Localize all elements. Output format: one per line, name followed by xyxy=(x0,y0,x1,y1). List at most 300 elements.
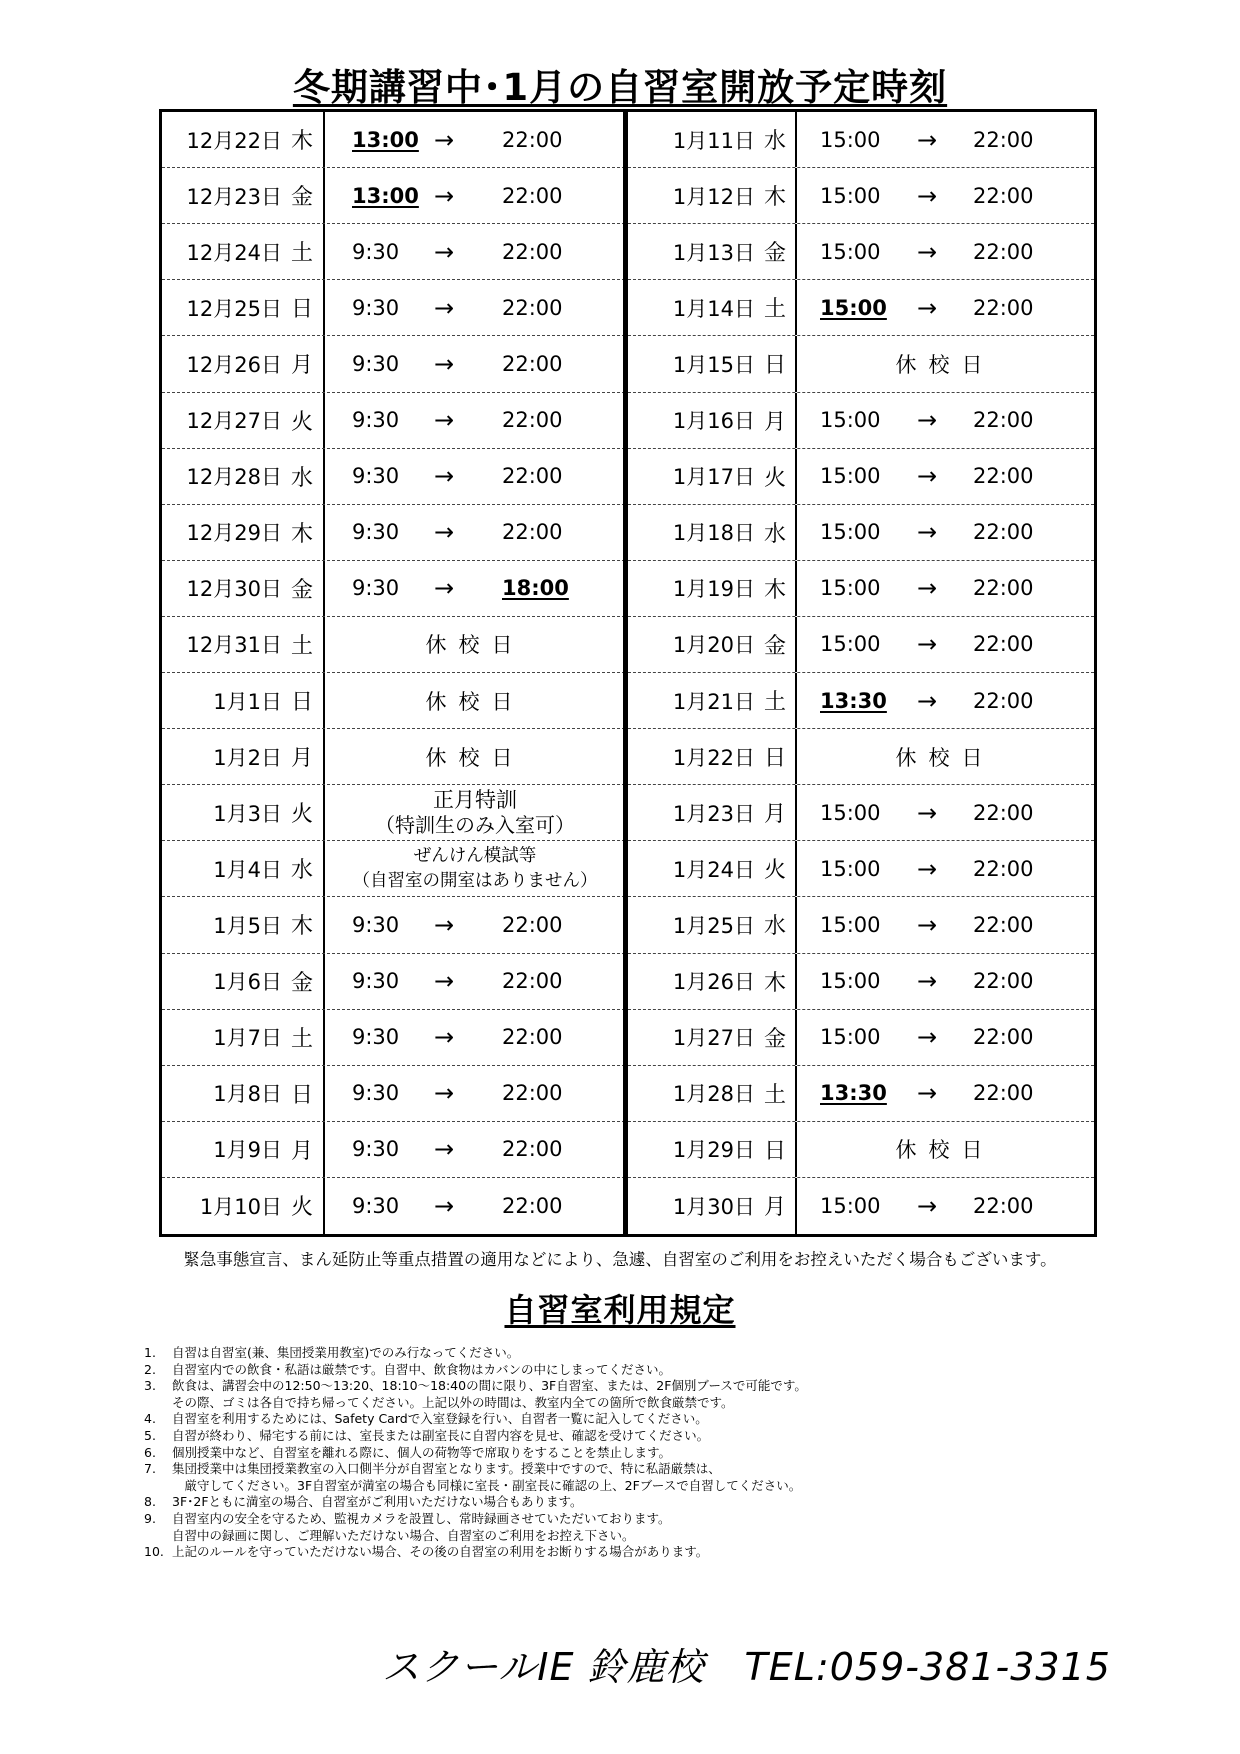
cell-divider xyxy=(795,449,797,504)
row-weekday: 金 xyxy=(290,970,313,996)
row-weekday: 土 xyxy=(763,690,786,716)
arrow-icon: → xyxy=(917,518,938,547)
rule-number: 7. xyxy=(144,1461,156,1477)
close-time: 22:00 xyxy=(502,1025,563,1050)
row-weekday: 火 xyxy=(290,1195,313,1221)
open-time: 13:00 xyxy=(352,127,419,152)
open-time: 15:00 xyxy=(820,800,881,825)
rule-text: 集団授業中は集団授業教室の入口側半分が自習室となります。授業中ですので、特に私語厳禁は、 xyxy=(172,1461,721,1477)
closed-day-label: 休校日 xyxy=(895,1138,995,1163)
close-time: 22:00 xyxy=(973,127,1034,152)
row-weekday: 火 xyxy=(290,802,313,828)
row-date: 1月4日 xyxy=(213,857,282,882)
arrow-icon: → xyxy=(917,967,938,996)
cell-divider xyxy=(323,336,325,391)
cell-divider xyxy=(795,1066,797,1121)
schedule-row xyxy=(628,393,1094,449)
rule-item xyxy=(138,1362,1138,1379)
cell-divider xyxy=(795,785,797,840)
open-time: 15:00 xyxy=(820,576,881,601)
row-date: 1月28日 xyxy=(672,1082,755,1107)
close-time: 22:00 xyxy=(502,127,563,152)
row-date: 12月24日 xyxy=(186,240,282,265)
cell-divider xyxy=(323,1122,325,1177)
schedule-row xyxy=(162,841,625,897)
cell-divider xyxy=(323,449,325,504)
row-date: 1月8日 xyxy=(213,1082,282,1107)
schedule-row xyxy=(162,1122,625,1178)
row-weekday: 土 xyxy=(290,241,313,267)
rule-text: 自習室を利用するためには、Safety Cardで入室登録を行い、自習者一覧に記入してください。 xyxy=(172,1411,708,1427)
close-time: 22:00 xyxy=(973,632,1034,657)
row-date: 1月2日 xyxy=(213,745,282,770)
cell-divider xyxy=(323,897,325,952)
cell-divider xyxy=(323,168,325,223)
cell-divider xyxy=(795,1178,797,1234)
schedule-row xyxy=(162,1066,625,1122)
row-date: 1月23日 xyxy=(672,801,755,826)
special-event-note xyxy=(325,785,625,840)
arrow-icon: → xyxy=(434,1023,455,1052)
arrow-icon: → xyxy=(917,125,938,154)
row-date: 1月10日 xyxy=(199,1194,282,1219)
open-time: 9:30 xyxy=(352,1137,400,1162)
schedule-row xyxy=(628,841,1094,897)
close-time: 22:00 xyxy=(502,295,563,320)
row-weekday: 日 xyxy=(763,1138,786,1164)
row-weekday: 日 xyxy=(290,1082,313,1108)
close-time: 22:00 xyxy=(502,408,563,433)
school-name: スクールIE 鈴鹿校 xyxy=(382,1645,705,1689)
arrow-icon: → xyxy=(434,1079,455,1108)
close-time: 22:00 xyxy=(973,408,1034,433)
arrow-icon: → xyxy=(917,630,938,659)
close-time: 22:00 xyxy=(502,520,563,545)
row-weekday: 月 xyxy=(763,409,786,435)
open-time: 13:30 xyxy=(820,1081,887,1106)
arrow-icon: → xyxy=(434,237,455,266)
schedule-row xyxy=(628,1066,1094,1122)
cell-divider xyxy=(795,168,797,223)
open-time: 15:00 xyxy=(820,520,881,545)
rule-number: 9. xyxy=(144,1510,156,1526)
row-weekday: 金 xyxy=(290,185,313,211)
arrow-icon: → xyxy=(917,854,938,883)
open-time: 9:30 xyxy=(352,464,400,489)
disclaimer-text: 緊急事態宣言、まん延防止等重点措置の適用などにより、急遽、自習室のご利用をお控えいただく場合もございます。 xyxy=(183,1250,1057,1269)
schedule-row xyxy=(162,729,625,785)
row-date: 12月29日 xyxy=(186,521,282,546)
close-time: 22:00 xyxy=(973,295,1034,320)
cell-divider xyxy=(323,505,325,560)
open-time: 15:00 xyxy=(820,969,881,994)
row-weekday: 土 xyxy=(763,297,786,323)
rule-number: 10. xyxy=(144,1544,164,1560)
open-time: 15:00 xyxy=(820,183,881,208)
row-date: 1月16日 xyxy=(672,409,755,434)
row-weekday: 水 xyxy=(290,465,313,491)
cell-divider xyxy=(323,954,325,1009)
row-date: 1月25日 xyxy=(672,913,755,938)
rule-text: 自習室内の安全を守るため、監視カメラを設置し、常時録画させていただいております。 xyxy=(172,1510,671,1526)
close-time: 22:00 xyxy=(973,800,1034,825)
rule-item xyxy=(138,1544,1138,1561)
open-time: 9:30 xyxy=(352,1193,400,1218)
close-time: 22:00 xyxy=(502,239,563,264)
arrow-icon: → xyxy=(917,237,938,266)
close-time: 22:00 xyxy=(502,1193,563,1218)
rules-title: 自習室利用規定 xyxy=(504,1291,736,1329)
schedule-row xyxy=(162,561,625,617)
close-time: 22:00 xyxy=(502,912,563,937)
open-time: 9:30 xyxy=(352,295,400,320)
arrow-icon: → xyxy=(434,1191,455,1220)
row-weekday: 日 xyxy=(763,746,786,772)
schedule-row xyxy=(628,785,1094,841)
rule-text: 飲食は、講習会中の12:50～13:20、18:10～18:40の間に限り、3F自習室、または、2F個別ブースで可能です。 xyxy=(172,1378,807,1394)
row-weekday: 土 xyxy=(290,1026,313,1052)
row-date: 12月26日 xyxy=(186,352,282,377)
schedule-row xyxy=(628,561,1094,617)
schedule-row xyxy=(628,897,1094,953)
open-time: 9:30 xyxy=(352,1081,400,1106)
cell-divider xyxy=(323,1010,325,1065)
cell-divider xyxy=(795,673,797,728)
row-weekday: 金 xyxy=(290,577,313,603)
arrow-icon: → xyxy=(434,406,455,435)
row-weekday: 木 xyxy=(763,577,786,603)
close-time: 22:00 xyxy=(973,856,1034,881)
close-time: 18:00 xyxy=(502,576,569,601)
close-time: 22:00 xyxy=(502,1137,563,1162)
rule-text: 上記のルールを守っていただけない場合、その後の自習室の利用をお断りする場合があります。 xyxy=(172,1544,709,1560)
schedule-row xyxy=(628,1122,1094,1178)
row-date: 1月3日 xyxy=(213,801,282,826)
rule-number: 1. xyxy=(144,1345,156,1360)
row-weekday: 木 xyxy=(763,185,786,211)
open-time: 9:30 xyxy=(352,351,400,376)
rule-item xyxy=(138,1345,1138,1362)
open-time: 15:00 xyxy=(820,856,881,881)
rule-text-continued: 厳守してください。3F自習室が満室の場合も同様に室長・副室長に確認の上、2Fブースで自習してください。 xyxy=(172,1477,802,1493)
rule-text-continued: その際、ゴミは各自で持ち帰ってください。上記以外の時間は、教室内全ての箇所で飲食厳禁です。 xyxy=(172,1394,734,1410)
close-time: 22:00 xyxy=(973,464,1034,489)
row-date: 1月24日 xyxy=(672,857,755,882)
open-time: 15:00 xyxy=(820,632,881,657)
rule-number: 2. xyxy=(144,1361,156,1377)
cell-divider xyxy=(795,393,797,448)
close-time: 22:00 xyxy=(502,351,563,376)
row-date: 12月23日 xyxy=(186,184,282,209)
open-time: 15:00 xyxy=(820,239,881,264)
row-weekday: 水 xyxy=(763,914,786,940)
open-time: 13:30 xyxy=(820,688,887,713)
row-weekday: 水 xyxy=(290,858,313,884)
schedule-row xyxy=(162,449,625,505)
rule-item xyxy=(138,1494,1138,1511)
arrow-icon: → xyxy=(434,1135,455,1164)
cell-divider xyxy=(795,112,797,167)
arrow-icon: → xyxy=(917,798,938,827)
schedule-row xyxy=(628,505,1094,561)
row-weekday: 火 xyxy=(290,409,313,435)
cell-divider xyxy=(323,1066,325,1121)
schedule-row xyxy=(628,1010,1094,1066)
row-date: 12月28日 xyxy=(186,465,282,490)
rule-number: 8. xyxy=(144,1494,156,1510)
schedule-row xyxy=(162,785,625,841)
close-time: 22:00 xyxy=(973,1081,1034,1106)
arrow-icon: → xyxy=(434,518,455,547)
row-date: 12月27日 xyxy=(186,409,282,434)
footer xyxy=(382,1636,1111,1691)
arrow-icon: → xyxy=(917,406,938,435)
row-weekday: 月 xyxy=(290,746,313,772)
schedule-row xyxy=(162,336,625,392)
close-time: 22:00 xyxy=(502,1081,563,1106)
cell-divider xyxy=(323,224,325,279)
row-weekday: 金 xyxy=(763,1026,786,1052)
row-weekday: 火 xyxy=(763,465,786,491)
closed-day-label: 休校日 xyxy=(425,689,525,714)
row-weekday: 火 xyxy=(763,858,786,884)
arrow-icon: → xyxy=(434,967,455,996)
row-weekday: 日 xyxy=(290,297,313,323)
schedule-row xyxy=(162,168,625,224)
rule-text: 個別授業中など、自習室を離れる際に、個人の荷物等で席取りをすることを禁止します。 xyxy=(172,1444,672,1460)
row-date: 1月30日 xyxy=(672,1194,755,1219)
rule-number: 3. xyxy=(144,1378,156,1394)
row-date: 1月21日 xyxy=(672,689,755,714)
row-weekday: 日 xyxy=(763,353,786,379)
closed-day-label: 休校日 xyxy=(895,745,995,770)
special-event-title: 正月特訓 xyxy=(433,787,517,812)
schedule-row xyxy=(162,897,625,953)
arrow-icon: → xyxy=(434,181,455,210)
special-event-detail: （自習室の開室はありません） xyxy=(352,870,598,891)
schedule-row xyxy=(628,954,1094,1010)
arrow-icon: → xyxy=(434,125,455,154)
row-date: 1月26日 xyxy=(672,970,755,995)
rule-item xyxy=(138,1511,1138,1544)
close-time: 22:00 xyxy=(973,969,1034,994)
row-date: 1月1日 xyxy=(213,689,282,714)
cell-divider xyxy=(323,280,325,335)
open-time: 9:30 xyxy=(352,239,400,264)
arrow-icon: → xyxy=(917,1023,938,1052)
open-time: 15:00 xyxy=(820,464,881,489)
close-time: 22:00 xyxy=(502,969,563,994)
close-time: 22:00 xyxy=(973,912,1034,937)
cell-divider xyxy=(795,561,797,616)
rules-list xyxy=(138,1345,1138,1561)
open-time: 15:00 xyxy=(820,408,881,433)
arrow-icon: → xyxy=(917,462,938,491)
cell-divider xyxy=(323,1178,325,1234)
cell-divider xyxy=(795,617,797,672)
row-date: 12月30日 xyxy=(186,577,282,602)
row-weekday: 月 xyxy=(290,1138,313,1164)
row-weekday: 土 xyxy=(290,633,313,659)
rule-text: 自習は自習室(兼、集団授業用教室)でのみ行なってください。 xyxy=(172,1345,520,1360)
closed-day-label: 休校日 xyxy=(425,633,525,658)
row-date: 1月27日 xyxy=(672,1026,755,1051)
schedule-row xyxy=(162,1178,625,1234)
open-time: 9:30 xyxy=(352,520,400,545)
close-time: 22:00 xyxy=(973,576,1034,601)
row-weekday: 月 xyxy=(763,802,786,828)
schedule-row xyxy=(162,393,625,449)
row-weekday: 木 xyxy=(290,914,313,940)
arrow-icon: → xyxy=(434,462,455,491)
schedule-row xyxy=(162,505,625,561)
rule-item xyxy=(138,1461,1138,1494)
closed-day-label: 休校日 xyxy=(895,352,995,377)
close-time: 22:00 xyxy=(973,1025,1034,1050)
row-date: 12月31日 xyxy=(186,633,282,658)
rule-number: 5. xyxy=(144,1427,156,1443)
arrow-icon: → xyxy=(917,293,938,322)
cell-divider xyxy=(323,112,325,167)
row-weekday: 土 xyxy=(763,1082,786,1108)
open-time: 9:30 xyxy=(352,912,400,937)
open-time: 15:00 xyxy=(820,912,881,937)
schedule-row xyxy=(628,280,1094,336)
cell-divider xyxy=(795,224,797,279)
schedule-row xyxy=(628,336,1094,392)
special-event-note xyxy=(325,841,625,896)
open-time: 9:30 xyxy=(352,1025,400,1050)
row-date: 1月14日 xyxy=(672,296,755,321)
row-weekday: 日 xyxy=(290,690,313,716)
schedule-row xyxy=(162,224,625,280)
close-time: 22:00 xyxy=(502,464,563,489)
cell-divider xyxy=(323,393,325,448)
close-time: 22:00 xyxy=(973,183,1034,208)
arrow-icon: → xyxy=(434,574,455,603)
close-time: 22:00 xyxy=(973,1193,1034,1218)
row-date: 1月20日 xyxy=(672,633,755,658)
open-time: 13:00 xyxy=(352,183,419,208)
cell-divider xyxy=(795,841,797,896)
row-weekday: 木 xyxy=(290,521,313,547)
schedule-row xyxy=(162,673,625,729)
row-date: 12月22日 xyxy=(186,128,282,153)
open-time: 9:30 xyxy=(352,576,400,601)
row-date: 1月13日 xyxy=(672,240,755,265)
row-weekday: 月 xyxy=(290,353,313,379)
cell-divider xyxy=(795,1010,797,1065)
open-time: 15:00 xyxy=(820,295,887,320)
row-date: 1月29日 xyxy=(672,1138,755,1163)
schedule-row xyxy=(162,112,625,168)
schedule-row xyxy=(628,112,1094,168)
open-time: 15:00 xyxy=(820,1025,881,1050)
row-weekday: 木 xyxy=(290,129,313,155)
cell-divider xyxy=(323,561,325,616)
row-date: 1月17日 xyxy=(672,465,755,490)
schedule-row xyxy=(628,168,1094,224)
rule-number: 6. xyxy=(144,1444,156,1460)
closed-day-label: 休校日 xyxy=(425,745,525,770)
open-time: 9:30 xyxy=(352,408,400,433)
schedule-row xyxy=(162,954,625,1010)
row-date: 1月6日 xyxy=(213,970,282,995)
cell-divider xyxy=(795,280,797,335)
arrow-icon: → xyxy=(917,574,938,603)
rule-text-continued: 自習中の録画に関し、ご理解いただけない場合、自習室のご利用をお控え下さい。 xyxy=(172,1527,635,1543)
rule-text: 自習室内での飲食・私語は厳禁です。自習中、飲食物はカバンの中にしまってください。 xyxy=(172,1361,672,1377)
open-time: 9:30 xyxy=(352,969,400,994)
row-date: 1月18日 xyxy=(672,521,755,546)
row-weekday: 木 xyxy=(763,970,786,996)
row-weekday: 金 xyxy=(763,633,786,659)
rule-item xyxy=(138,1428,1138,1445)
row-date: 1月11日 xyxy=(672,128,755,153)
schedule-left-column xyxy=(162,112,625,1234)
schedule-row xyxy=(628,673,1094,729)
special-event-title: ぜんけん模試等 xyxy=(413,845,537,866)
row-weekday: 水 xyxy=(763,129,786,155)
row-date: 1月19日 xyxy=(672,577,755,602)
cell-divider xyxy=(795,954,797,1009)
arrow-icon: → xyxy=(917,1079,938,1108)
rule-item xyxy=(138,1378,1138,1411)
schedule-row xyxy=(162,617,625,673)
schedule-row xyxy=(162,280,625,336)
rule-item xyxy=(138,1411,1138,1428)
schedule-table xyxy=(159,109,1097,1237)
arrow-icon: → xyxy=(917,181,938,210)
row-date: 1月12日 xyxy=(672,184,755,209)
arrow-icon: → xyxy=(434,349,455,378)
schedule-row xyxy=(628,224,1094,280)
cell-divider xyxy=(795,505,797,560)
arrow-icon: → xyxy=(434,910,455,939)
row-weekday: 金 xyxy=(763,241,786,267)
special-event-detail: （特訓生のみ入室可） xyxy=(375,812,575,837)
open-time: 15:00 xyxy=(820,1193,881,1218)
schedule-row xyxy=(628,449,1094,505)
row-date: 1月7日 xyxy=(213,1026,282,1051)
close-time: 22:00 xyxy=(502,183,563,208)
row-date: 1月5日 xyxy=(213,913,282,938)
schedule-right-column xyxy=(628,112,1094,1234)
row-date: 1月9日 xyxy=(213,1138,282,1163)
arrow-icon: → xyxy=(917,910,938,939)
schedule-row xyxy=(628,1178,1094,1234)
schedule-row xyxy=(628,729,1094,785)
row-date: 12月25日 xyxy=(186,296,282,321)
rule-text: 自習が終わり、帰宅する前には、室長または副室長に自習内容を見せ、確認を受けてください。 xyxy=(172,1427,710,1443)
open-time: 15:00 xyxy=(820,127,881,152)
rule-number: 4. xyxy=(144,1411,156,1427)
rule-item xyxy=(138,1445,1138,1462)
schedule-row xyxy=(628,617,1094,673)
arrow-icon: → xyxy=(917,686,938,715)
close-time: 22:00 xyxy=(973,688,1034,713)
close-time: 22:00 xyxy=(973,239,1034,264)
close-time: 22:00 xyxy=(973,520,1034,545)
row-weekday: 水 xyxy=(763,521,786,547)
arrow-icon: → xyxy=(434,293,455,322)
row-weekday: 月 xyxy=(763,1195,786,1221)
schedule-row xyxy=(162,1010,625,1066)
row-date: 1月15日 xyxy=(672,352,755,377)
row-date: 1月22日 xyxy=(672,745,755,770)
page-title: 冬期講習中･1月の自習室開放予定時刻 xyxy=(292,66,948,109)
school-phone: TEL:059-381-3315 xyxy=(744,1645,1111,1689)
